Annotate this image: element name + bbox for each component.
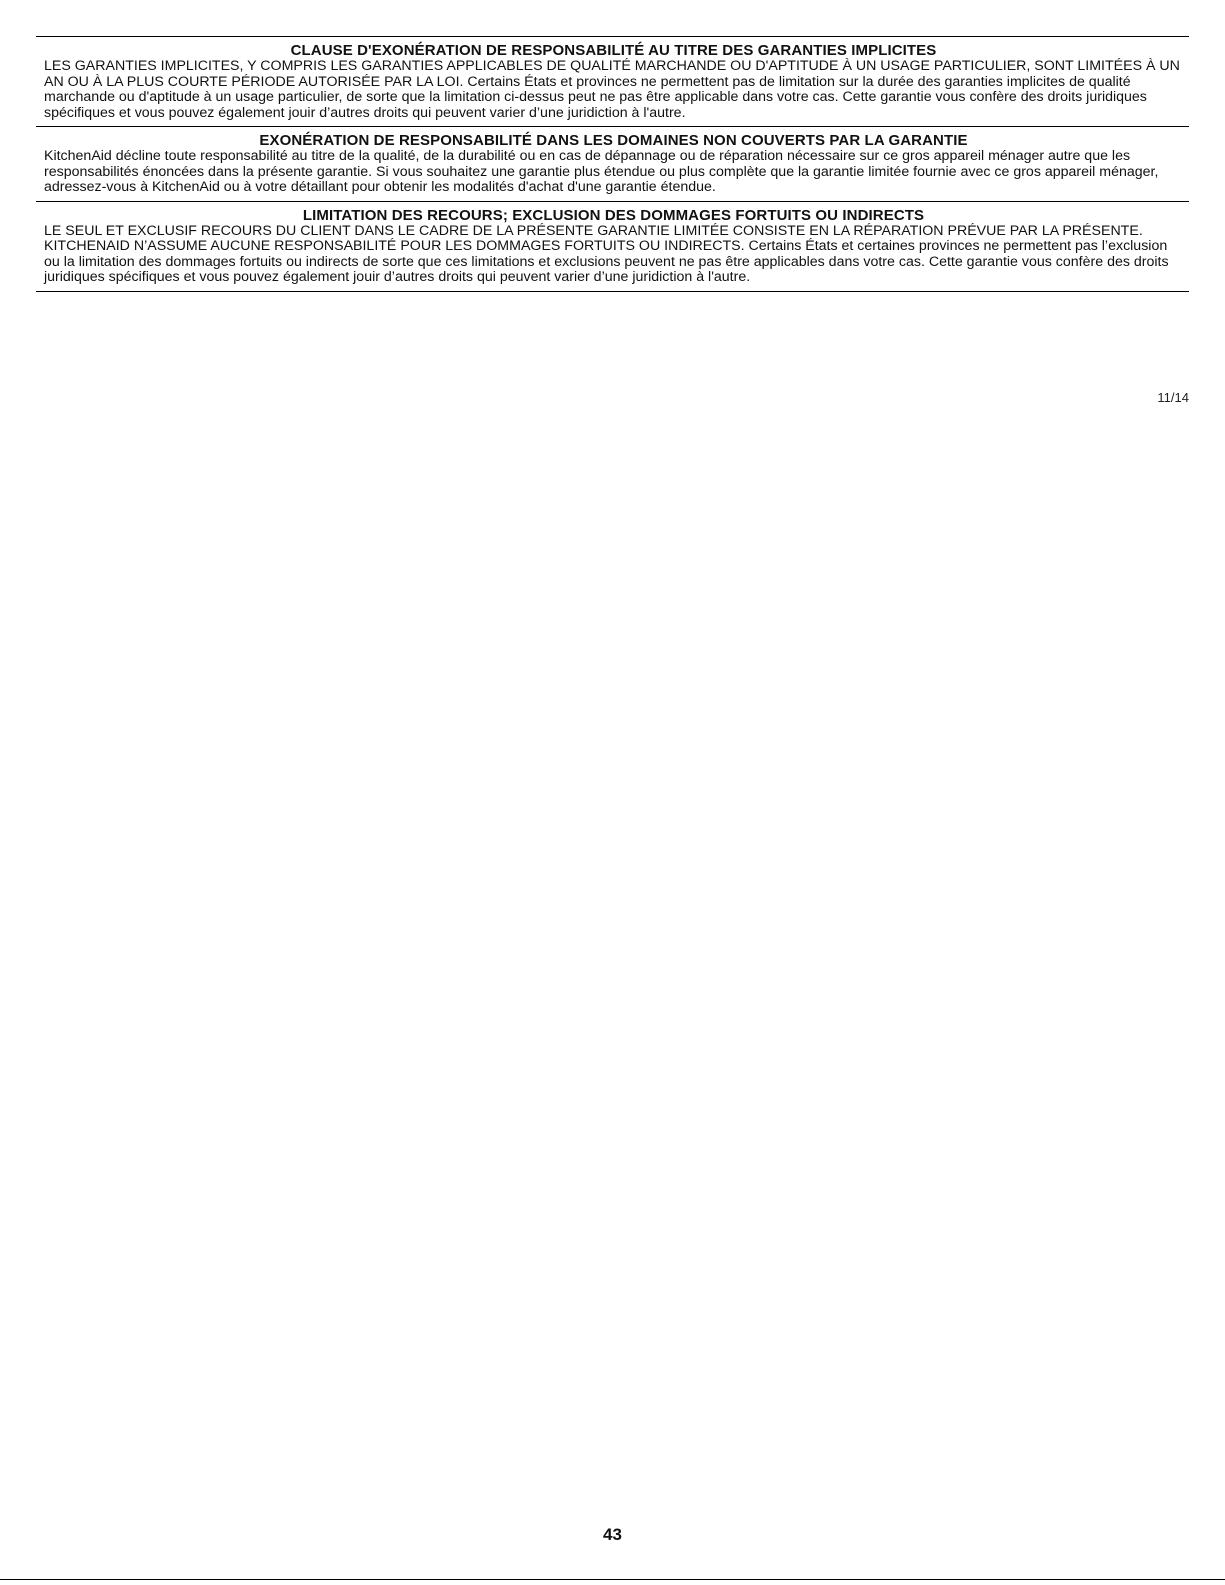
section-title: LIMITATION DES RECOURS; EXCLUSION DES DOMMAGES FORTUITS OU INDIRECTS [302, 206, 925, 224]
implied-warranties-section [36, 36, 1189, 126]
section-title: EXONÉRATION DE RESPONSABILITÉ DANS LES DOMAINES NON COUVERTS PAR LA GARANTIE [259, 132, 968, 149]
page-bottom-rule [0, 1579, 1225, 1580]
section-body: KitchenAid décline toute responsabilité au titre de la qualité, de la durabilité ou en cas de dépannage ou de réparation nécessaire sur ce gros appareil ménager autre que les responsabilités énoncées dans la présente garantie. Si vous souhaitez une garantie plus étendue ou plus complète que la garantie limitée fournie avec ce gros appareil ménager, adressez-vous à KitchenAid ou à votre détaillant pour obtenir les modalités d'achat d'une garantie étendue. [44, 148, 1159, 195]
limitation-of-remedies-section [36, 201, 1189, 292]
document-revision-code: 11/14 [1157, 390, 1189, 405]
section-title: CLAUSE D'EXONÉRATION DE RESPONSABILITÉ AU TITRE DES GARANTIES IMPLICITES [290, 42, 937, 59]
page-number: 43 [603, 1525, 622, 1544]
not-covered-disclaimer-section [36, 126, 1189, 201]
section-body: LE SEUL ET EXCLUSIF RECOURS DU CLIENT DANS LE CADRE DE LA PRÉSENTE GARANTIE LIMITÉE CONSISTE EN LA RÉPARATION PRÉVUE PAR LA PRÉSENTE. KITCHENAID N’ASSUME AUCUNE RESPONSABILITÉ POUR LES DOMMAGES FORTUITS OU INDIRECTS. Certains États et certaines provinces ne permettent pas l’exclusion ou la limitation des dommages fortuits ou indirects de sorte que ces limitations et exclusions peuvent ne pas être applicables dans votre cas. Cette garantie vous confère des droits juridiques spécifiques et vous pouvez également jouir d’autres droits qui peuvent varier d’une juridiction à l'autre. [44, 222, 1169, 285]
section-body: LES GARANTIES IMPLICITES, Y COMPRIS LES GARANTIES APPLICABLES DE QUALITÉ MARCHANDE OU D'APTITUDE À UN USAGE PARTICULIER, SONT LIMITÉES À UN AN OU À LA PLUS COURTE PÉRIODE AUTORISÉE PAR LA LOI. Certains États et provinces ne permettent pas de limitation sur la durée des garanties implicites de qualité marchande ou d'aptitude à un usage particulier, de sorte que la limitation ci-dessus peut ne pas être applicable dans votre cas. Cette garantie vous confère des droits juridiques spécifiques et vous pouvez également jouir d’autres droits qui peuvent varier d’une juridiction à l'autre. [44, 58, 1180, 121]
warranty-disclaimer-block [36, 36, 1189, 292]
